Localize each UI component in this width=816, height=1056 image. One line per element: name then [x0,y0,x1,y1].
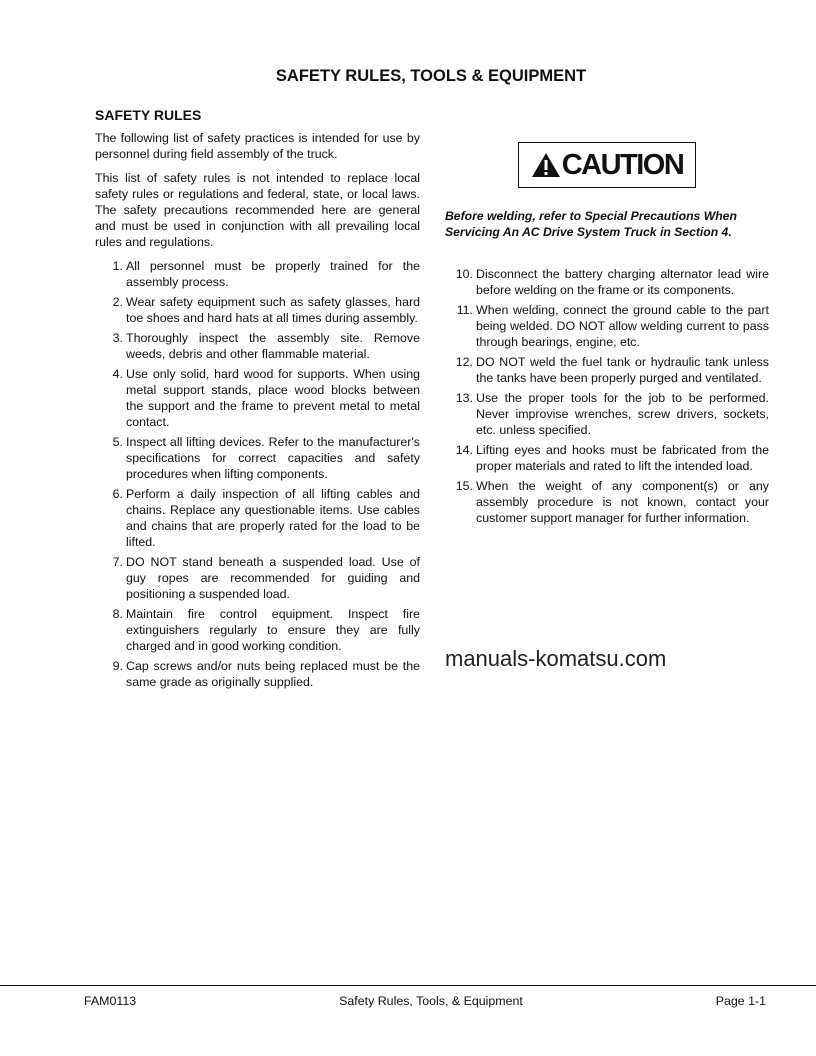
item-text: Maintain fire control equipment. Inspect fire extinguishers regularly to ensure they are fully charged and in good working condition. [126,607,420,653]
list-item [445,302,769,350]
footer-title: Safety Rules, Tools, & Equipment [339,994,523,1008]
list-item [95,330,420,362]
item-text: Use only solid, hard wood for supports. When using metal support stands, place wood blocks between the support and the frame to prevent metal to metal contact. [126,367,420,429]
item-number: 1. [112,259,123,273]
page-title: SAFETY RULES, TOOLS & EQUIPMENT [275,67,587,85]
item-number: 8. [112,607,123,621]
item-text: DO NOT weld the fuel tank or hydraulic tank unless the tanks have been properly purged and ventilated. [476,355,769,385]
caution-note: Before welding, refer to Special Precautions When Servicing An AC Drive System Truck in Section 4. [445,209,737,239]
item-number: 13. [455,391,473,405]
left-column [95,106,420,694]
footer-page-number: Page 1-1 [715,994,766,1008]
list-item [445,442,769,474]
list-item [95,434,420,482]
list-item [445,390,769,438]
item-number: 3. [112,331,123,345]
list-item [445,354,769,386]
list-item [445,266,769,298]
item-number: 6. [112,487,123,501]
item-number: 14. [455,443,473,457]
footer-divider [0,985,816,986]
list-item [95,554,420,602]
item-number: 9. [112,659,123,673]
item-text: Use the proper tools for the job to be performed. Never improvise wrenches, screw drivers, sockets, etc. unless specified. [476,391,769,437]
intro-paragraph: This list of safety rules is not intended to replace local safety rules or regulations and federal, state, or local laws. The safety precautions recommended here are general and must be used in conjunction with all prevailing local rules and regulations. [95,171,420,249]
item-number: 11. [456,303,473,317]
list-item [445,478,769,526]
list-item [95,486,420,550]
warning-triangle-icon [531,152,561,178]
item-number: 10. [455,267,473,281]
caution-box [518,142,696,188]
item-number: 4. [112,367,123,381]
right-column [445,142,769,672]
item-text: Thoroughly inspect the assembly site. Remove weeds, debris and other flammable material. [126,331,420,361]
intro-paragraph: The following list of safety practices is intended for use by personnel during field assembly of the truck. [95,131,420,161]
list-item [95,258,420,290]
item-number: 7. [112,555,123,569]
list-item [95,606,420,654]
list-item [95,294,420,326]
item-number: 5. [112,435,123,449]
item-text: DO NOT stand beneath a suspended load. Use of guy ropes are recommended for guiding and positioning a suspended load. [126,555,420,601]
item-number: 15. [455,479,473,493]
watermark: manuals-komatsu.com [445,646,667,671]
item-text: Perform a daily inspection of all lifting cables and chains. Replace any questionable items. Use cables and chains that are properly rated for the load to be lifted. [126,487,420,549]
item-text: Wear safety equipment such as safety glasses, hard toe shoes and hard hats at all times during assembly. [126,295,420,325]
item-text: All personnel must be properly trained for the assembly process. [126,259,420,289]
item-text: Cap screws and/or nuts being replaced must be the same grade as originally supplied. [126,659,420,689]
item-text: Lifting eyes and hooks must be fabricated from the proper materials and rated to lift the intended load. [476,443,769,473]
list-item [95,658,420,690]
item-text: Disconnect the battery charging alternator lead wire before welding on the frame or its components. [476,267,769,297]
item-text: When the weight of any component(s) or any assembly procedure is not known, contact your customer support manager for further information. [476,479,769,525]
caution-label: CAUTION [561,149,684,181]
item-text: Inspect all lifting devices. Refer to the manufacturer's specifications for correct capacities and safety procedures when lifting components. [126,435,420,481]
item-number: 12. [455,355,473,369]
section-heading: SAFETY RULES [95,107,202,123]
item-number: 2. [112,295,123,309]
footer-doc-id: FAM0113 [84,994,137,1008]
item-text: When welding, connect the ground cable to the part being welded. DO NOT allow welding current to pass through bearings, engine, etc. [476,303,769,349]
list-item [95,366,420,430]
